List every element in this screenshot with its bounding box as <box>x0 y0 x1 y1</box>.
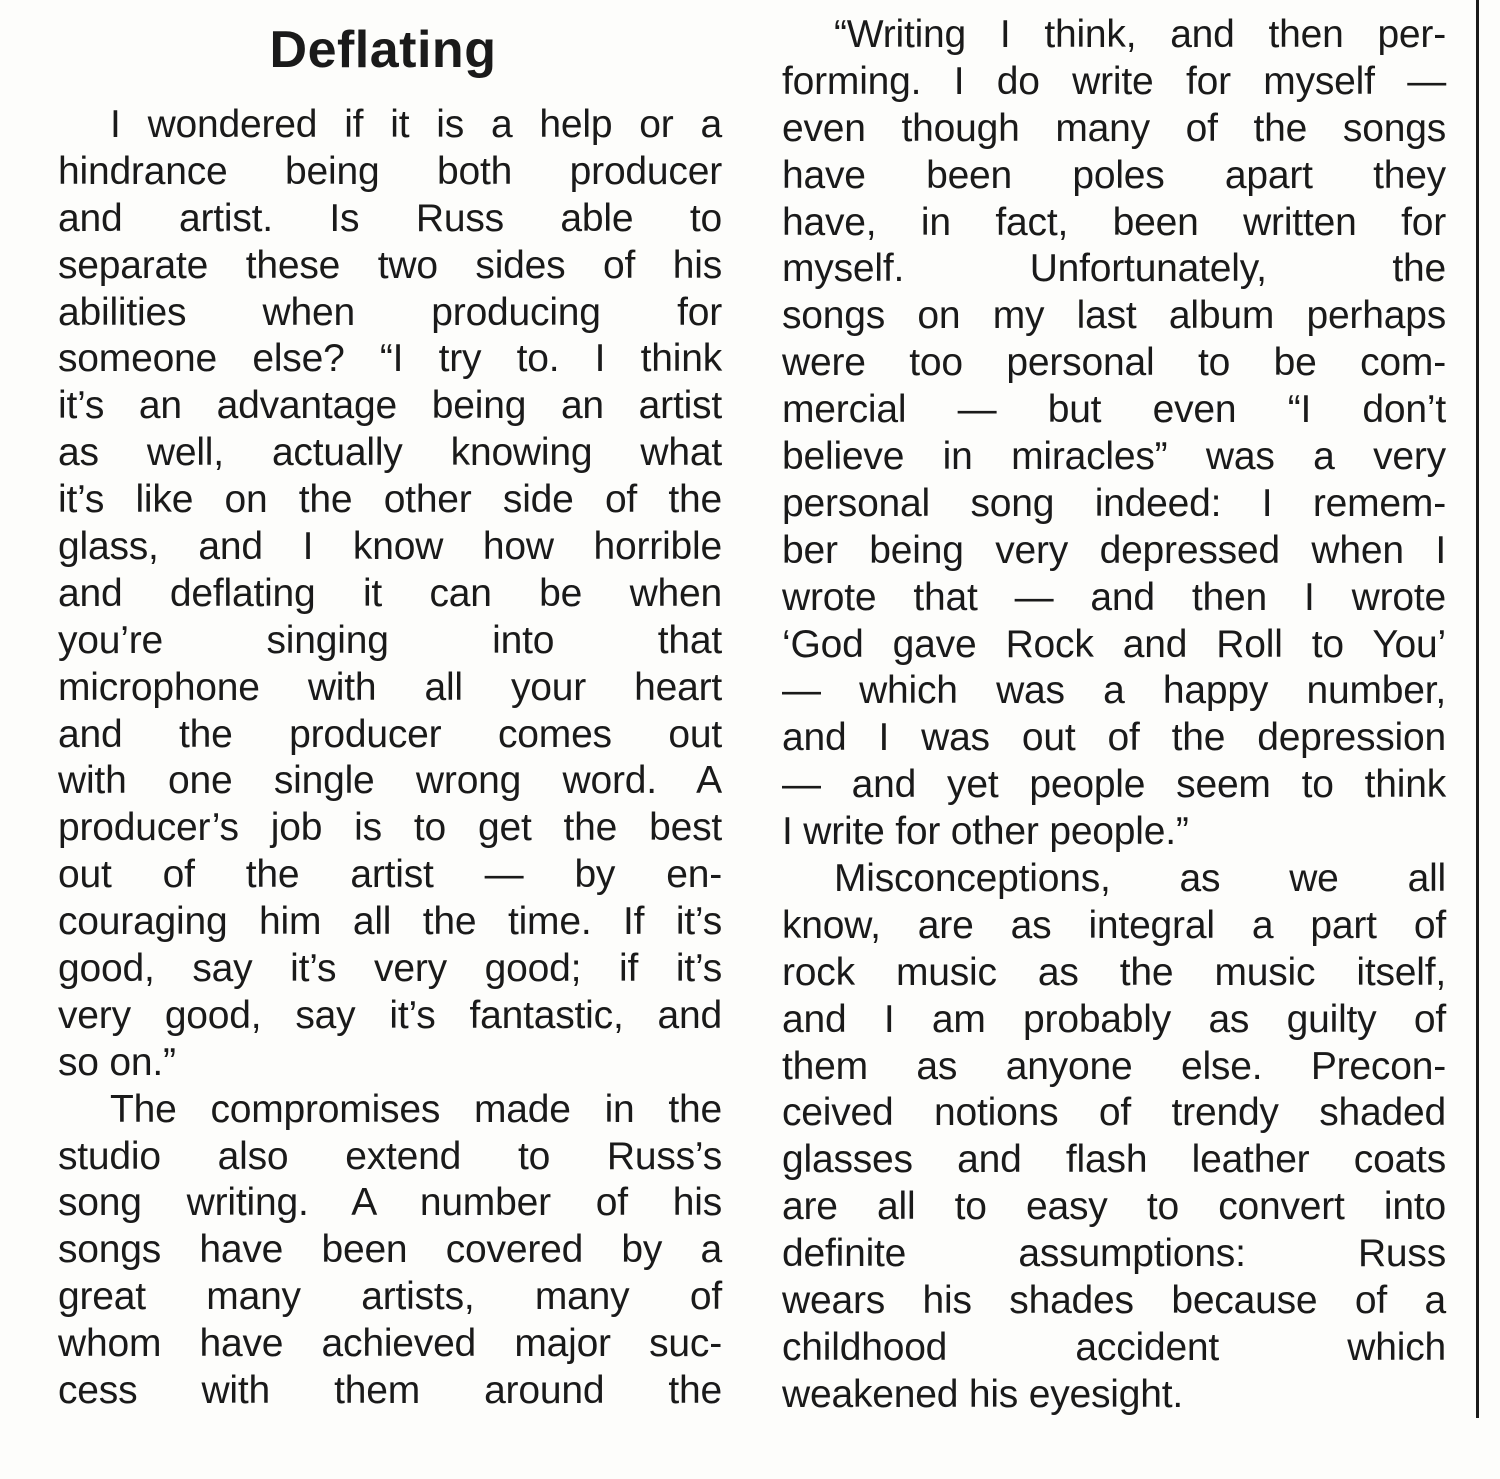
text-line: and I am probably as guilty of <box>782 997 1446 1041</box>
text-line: cess with them around the <box>58 1369 722 1413</box>
text-line: I wondered if it is a help or a <box>110 103 722 146</box>
text-line: whom have achieved major suc- <box>58 1322 722 1366</box>
text-line: have, in fact, been written for <box>782 200 1446 244</box>
text-line: hindrance being both producer <box>58 149 722 193</box>
right-column <box>782 0 1446 1419</box>
text-line: it’s like on the other side of the <box>58 478 722 522</box>
text-line: out of the artist — by en- <box>58 853 722 897</box>
text-line: studio also extend to Russ’s <box>58 1134 722 1178</box>
text-line: someone else? “I try to. I think <box>58 337 722 381</box>
text-line: even though many of the songs <box>782 106 1446 150</box>
text-line: abilities when producing for <box>58 290 722 334</box>
paragraph <box>782 856 1446 1419</box>
text-line: definite assumptions: Russ <box>782 1232 1446 1276</box>
text-line: songs on my last album perhaps <box>782 294 1446 338</box>
text-line: Misconceptions, as we all <box>834 857 1446 901</box>
text-line: and the producer comes out <box>58 712 722 756</box>
text-line: are all to easy to convert into <box>782 1185 1446 1229</box>
section-heading: Deflating <box>269 21 497 79</box>
text-line: personal song indeed: I remem- <box>782 481 1446 525</box>
text-line: rock music as the music itself, <box>782 950 1446 994</box>
text-line: weakened his eyesight. <box>782 1372 1184 1416</box>
text-line: separate these two sides of his <box>58 243 722 287</box>
text-line: childhood accident which <box>782 1325 1446 1369</box>
text-line: with one single wrong word. A <box>58 759 722 803</box>
text-line: producer’s job is to get the best <box>58 806 722 850</box>
text-line: as well, actually knowing what <box>58 431 722 475</box>
text-line: and deflating it can be when <box>58 571 722 615</box>
text-line: good, say it’s very good; if it’s <box>58 947 722 991</box>
text-line: “Writing I think, and then per- <box>834 13 1446 56</box>
text-line: know, are as integral a part of <box>782 903 1446 947</box>
text-line: The compromises made in the <box>110 1087 722 1131</box>
text-line: wears his shades because of a <box>782 1279 1446 1323</box>
paragraph <box>58 102 722 1087</box>
text-line: couraging him all the time. If it’s <box>58 900 722 944</box>
text-line: wrote that — and then I wrote <box>782 575 1446 619</box>
column-rule <box>1476 0 1479 1418</box>
paragraph <box>58 1087 722 1415</box>
text-line: songs have been covered by a <box>58 1228 722 1272</box>
left-column <box>58 0 722 1415</box>
text-line: and artist. Is Russ able to <box>58 196 722 240</box>
text-line: have been poles apart they <box>782 153 1446 197</box>
text-line: microphone with all your heart <box>58 665 722 709</box>
text-line: ceived notions of trendy shaded <box>782 1091 1446 1135</box>
text-line: glasses and flash leather coats <box>782 1138 1446 1182</box>
text-line: it’s an advantage being an artist <box>58 384 722 428</box>
text-line: song writing. A number of his <box>58 1181 722 1225</box>
text-line: you’re singing into that <box>58 618 722 662</box>
text-line: and I was out of the depression <box>782 716 1446 760</box>
text-line: so on.” <box>58 1040 176 1084</box>
text-line: myself. Unfortunately, the <box>782 247 1446 291</box>
text-line: — and yet people seem to think <box>782 763 1446 807</box>
text-line: glass, and I know how horrible <box>58 525 722 569</box>
text-line: believe in miracles” was a very <box>782 435 1446 479</box>
text-line: forming. I do write for myself — <box>782 59 1446 103</box>
paragraph <box>782 12 1446 856</box>
text-line: mercial — but even “I don’t <box>782 388 1446 432</box>
text-line: I write for other people.” <box>782 810 1189 854</box>
text-line: them as anyone else. Precon- <box>782 1044 1446 1088</box>
text-line: great many artists, many of <box>58 1275 722 1319</box>
text-line: ber being very depressed when I <box>782 528 1446 572</box>
text-line: ‘God gave Rock and Roll to You’ <box>782 622 1446 666</box>
text-line: very good, say it’s fantastic, and <box>58 993 722 1037</box>
text-line: — which was a happy number, <box>782 669 1446 713</box>
text-line: were too personal to be com- <box>782 341 1446 385</box>
